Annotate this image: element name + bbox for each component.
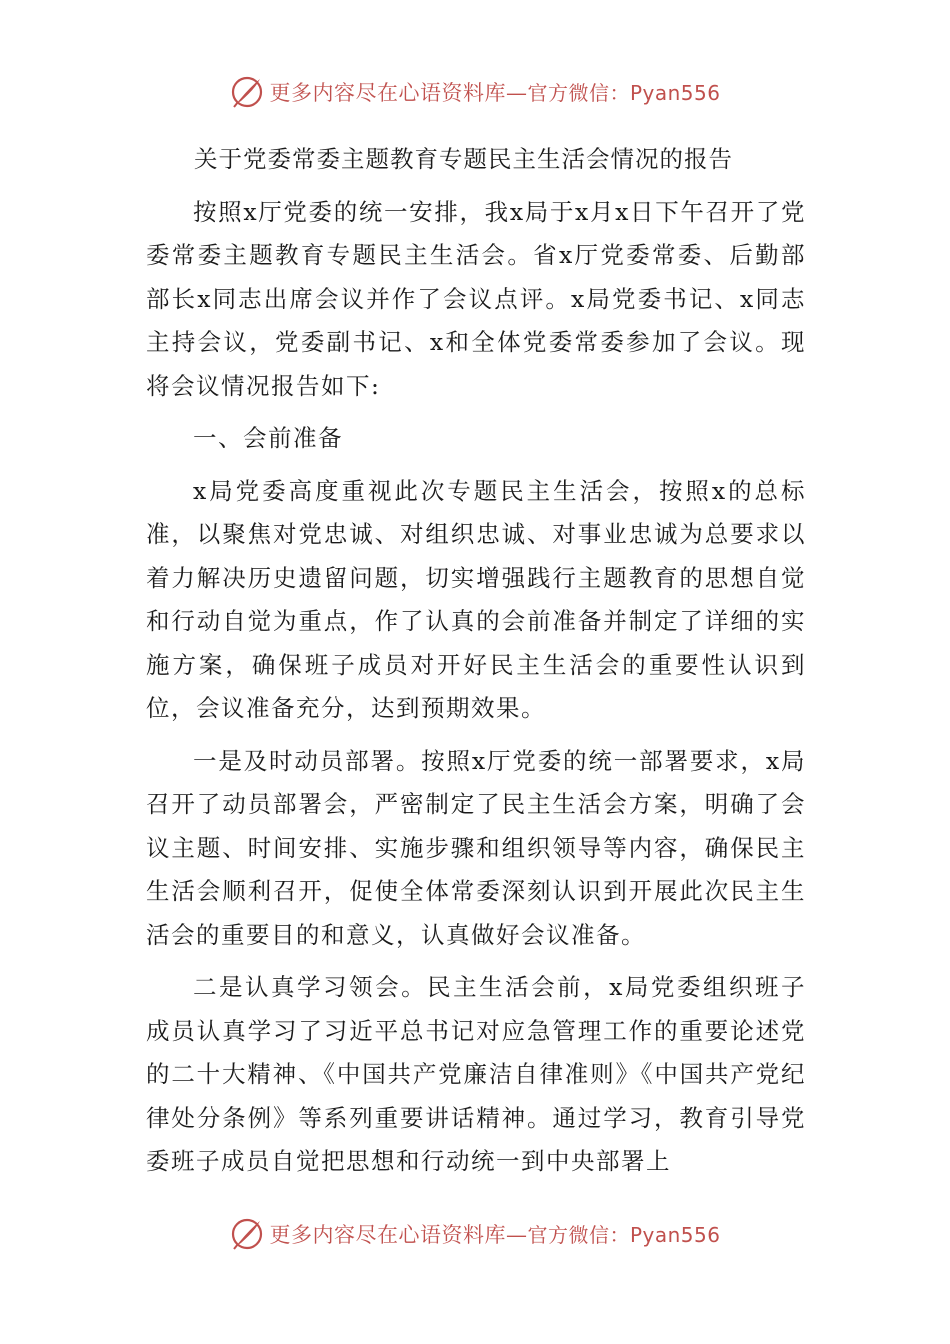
paragraph-intro: 按照x厅党委的统一安排，我x局于x月x日下午召开了党委常委主题教育专题民主生活会。省x厅党委常委、后勤部部长x同志出席会议并作了会议点评。x局党委书记、x同志主持会议，党委副书记、x和全体党委常委参加了会议。现将会议情况报告如下: — [146, 197, 806, 400]
feather-pen-logo-icon — [229, 74, 265, 110]
feather-pen-logo-icon — [229, 1216, 265, 1252]
watermark-text: 更多内容尽在心语资料库—官方微信：Pyan556 — [269, 81, 721, 105]
document-title: 关于党委常委主题教育专题民主生活会情况的报告 — [194, 145, 733, 173]
paragraph-study: 二是认真学习领会。民主生活会前，x局党委组织班子成员认真学习了习近平总书记对应急管理工作的重要论述党的二十大精神、《中国共产党廉洁自律准则》《中国共产党纪律处分条例》等系列重要讲话精神。通过学习，教育引导党委班子成员自觉把思想和行动统一到中央部署上 — [146, 973, 806, 1175]
footer-watermark-banner — [0, 1214, 950, 1254]
paragraph-preparation: x局党委高度重视此次专题民主生活会，按照x的总标准，以聚焦对党忠诚、对组织忠诚、对事业忠诚为总要求以着力解决历史遗留问题，切实增强践行主题教育的思想自觉和行动自觉为重点，作了认真的会前准备并制定了详细的实施方案，确保班子成员对开好民主生活会的重要性认识到位，会议准备充分，达到预期效果。 — [146, 476, 806, 722]
document-body — [146, 138, 806, 1193]
section-heading-preparation: 一、会前准备 — [193, 424, 343, 452]
header-watermark-banner — [0, 72, 950, 112]
paragraph-mobilization: 一是及时动员部署。按照x厅党委的统一部署要求，x局召开了动员部署会，严密制定了民主生活会方案，明确了会议主题、时间安排、实施步骤和组织领导等内容，确保民主生活会顺利召开，促使全体常委深刻认识到开展此次民主生活会的重要目的和意义，认真做好会议准备。 — [146, 746, 806, 949]
watermark-text: 更多内容尽在心语资料库—官方微信：Pyan556 — [269, 1223, 721, 1247]
